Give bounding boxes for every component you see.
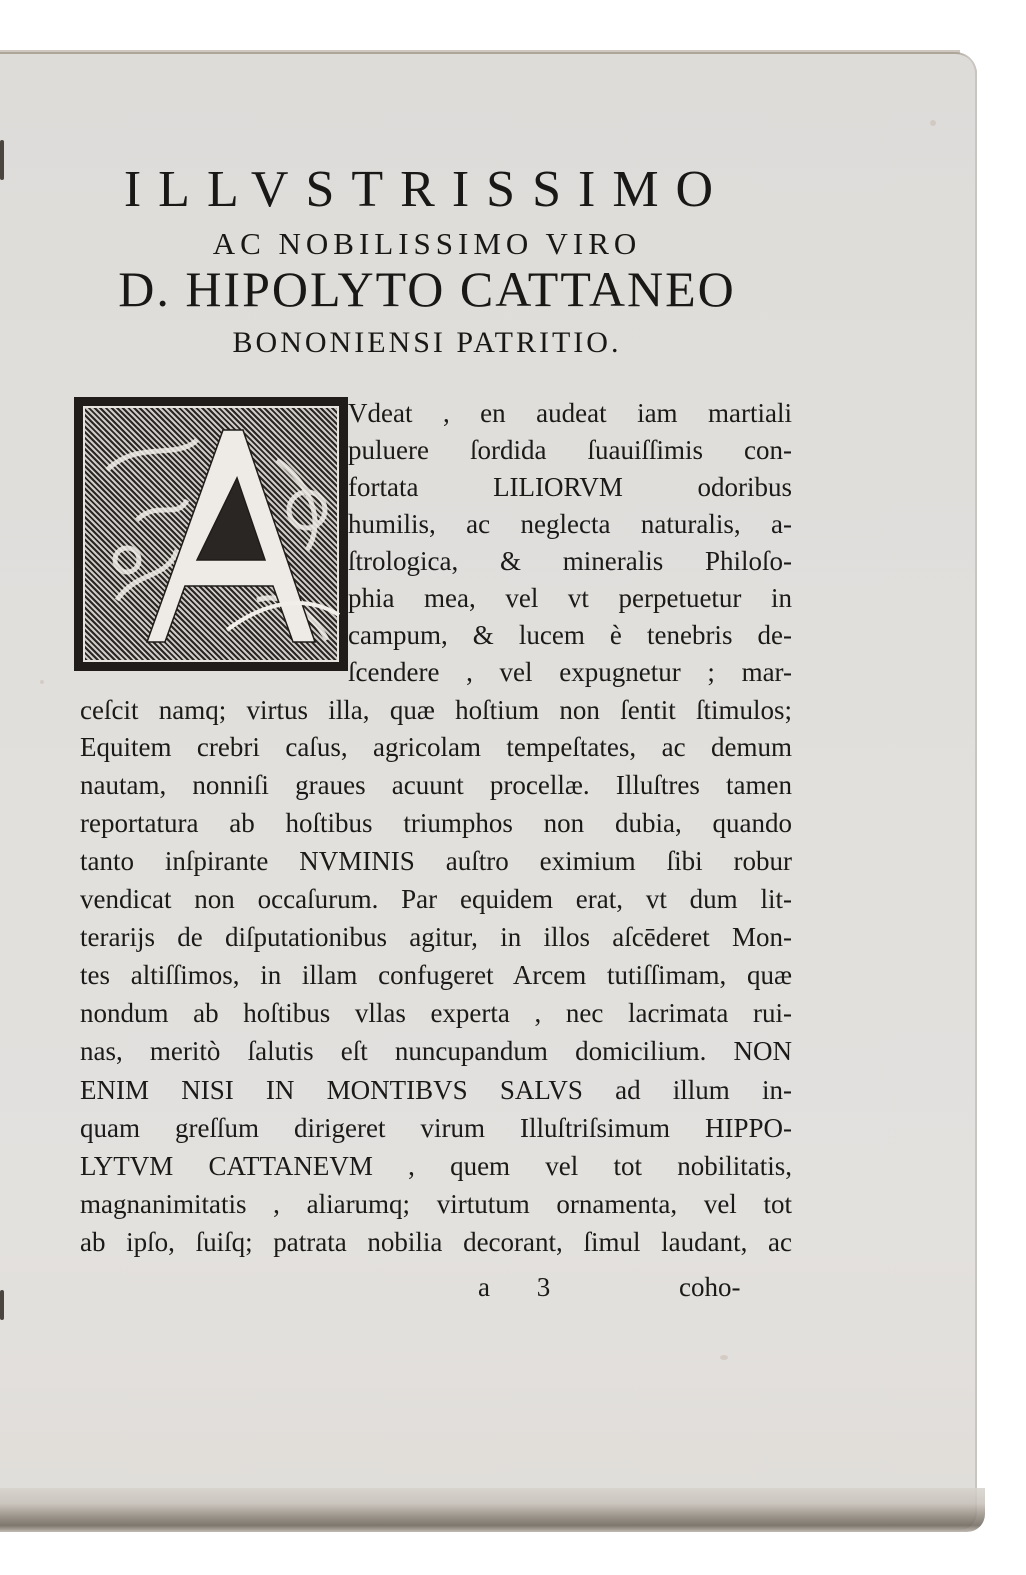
body-line: ab ipſo, ſuiſq; patrata nobilia decorant, ſimul laudant, ac bbox=[80, 1227, 792, 1257]
body-line: reportatura ab hoſtibus triumphos non dubia, quando bbox=[80, 808, 792, 838]
body-line: campum, & lucem è tenebris de- bbox=[348, 620, 792, 650]
foxing-spot bbox=[720, 1355, 728, 1360]
body-line: nautam, nonniſi graues acuunt procellæ. Illuſtres tamen bbox=[80, 770, 792, 800]
body-line: vendicat non occaſurum. Par equidem erat, vt dum lit- bbox=[80, 884, 792, 914]
heading-line-3: D. HIPOLYTO CATTANEO bbox=[118, 261, 736, 317]
body-line: terarijs de diſputationibus agitur, in illos aſcēderet Mon- bbox=[80, 922, 792, 952]
body-line: nas, meritò ſalutis eſt nuncupandum domicilium. NON bbox=[80, 1036, 792, 1066]
body-line: Vdeat , en audeat iam martiali bbox=[348, 398, 792, 428]
body-line: quam greſſum dirigeret virum Illuſtriſsimum HIPPO- bbox=[80, 1113, 792, 1143]
foxing-spot bbox=[40, 680, 44, 684]
heading-line-4: BONONIENSI PATRITIO. bbox=[232, 326, 622, 359]
heading-line-2: AC NOBILISSIMO VIRO bbox=[212, 226, 642, 261]
binding-mark bbox=[0, 140, 4, 180]
decorated-initial bbox=[74, 397, 348, 671]
heading-line-1: ILLVSTRISSIMO bbox=[123, 161, 731, 218]
body-line: tes altiſſimos, in illam confugeret Arcem tutiſſimam, quæ bbox=[80, 960, 792, 990]
body-line: ENIM NISI IN MONTIBVS SALVS ad illum in- bbox=[80, 1075, 792, 1105]
body-line: magnanimitatis , aliarumq; virtutum ornamenta, vel tot bbox=[80, 1189, 792, 1219]
body-line: ſtrologica, & mineralis Philoſo- bbox=[348, 546, 792, 576]
foxing-spot bbox=[930, 120, 936, 126]
body-line: nondum ab hoſtibus vllas experta , nec lacrimata rui- bbox=[80, 998, 792, 1028]
body-line: ceſcit namq; virtus illa, quæ hoſtium non ſentit ſtimulos; bbox=[80, 695, 792, 725]
body-line: Equitem crebri caſus, agricolam tempeſtates, ac demum bbox=[80, 732, 792, 762]
page-top-edge bbox=[0, 50, 960, 54]
foliage-ornament-icon bbox=[77, 400, 348, 671]
page-deckle-edge bbox=[0, 1488, 985, 1532]
catchword: coho- bbox=[679, 1272, 741, 1302]
body-line: humilis, ac neglecta naturalis, a- bbox=[348, 509, 792, 539]
body-line: tanto inſpirante NVMINIS auſtro eximium ſibi robur bbox=[80, 846, 792, 876]
signature-mark: a 3 bbox=[478, 1272, 571, 1302]
body-line: LYTVM CATTANEVM , quem vel tot nobilitatis, bbox=[80, 1151, 792, 1181]
body-line: puluere ſordida ſuauiſſimis con- bbox=[348, 435, 792, 465]
body-line: ſcendere , vel expugnetur ; mar- bbox=[348, 657, 792, 687]
body-line: fortata LILIORVM odoribus bbox=[348, 472, 792, 502]
body-line: phia mea, vel vt perpetuetur in bbox=[348, 583, 792, 613]
binding-mark bbox=[0, 1290, 4, 1320]
